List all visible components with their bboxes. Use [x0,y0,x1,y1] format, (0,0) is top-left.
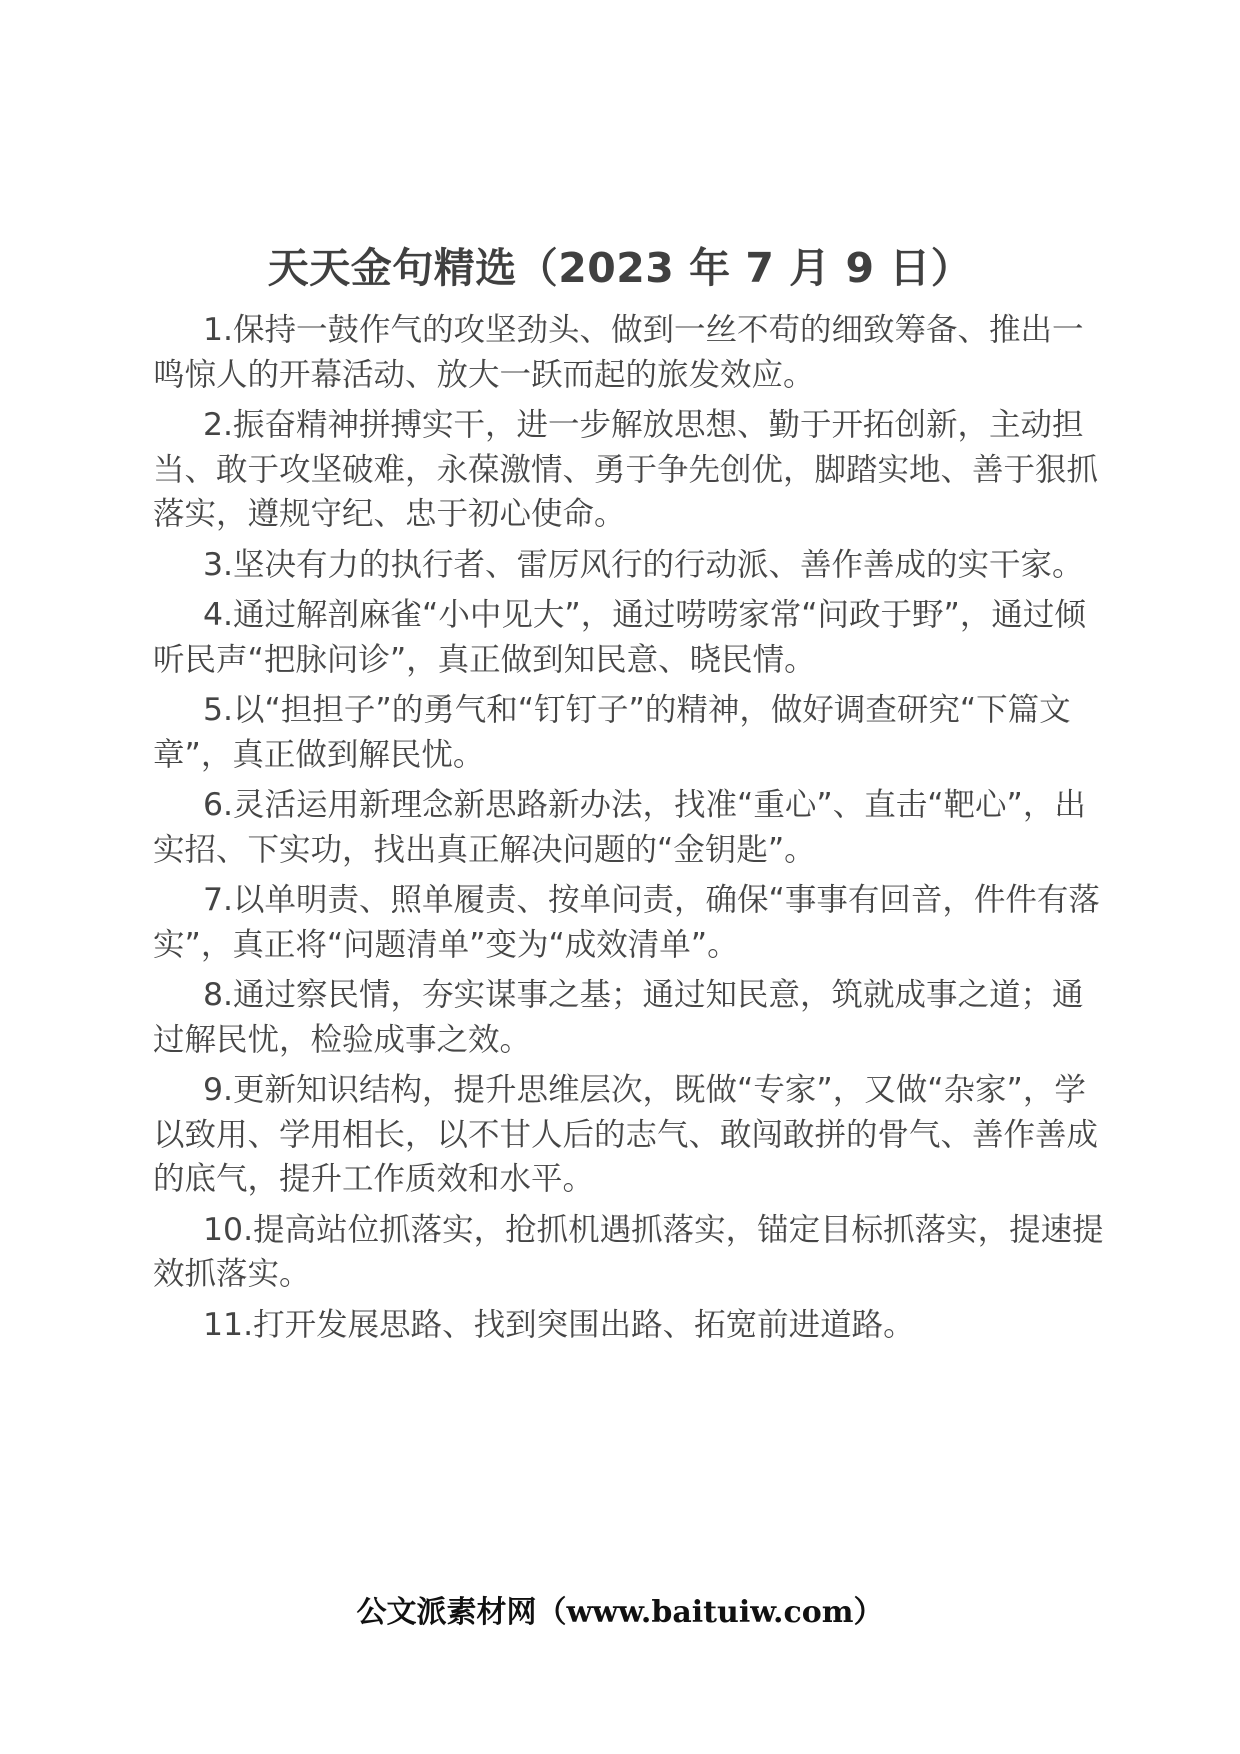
paragraph-3: 3.坚决有力的执行者、雷厉风行的行动派、善作善成的实干家。 [203,546,1084,583]
paragraph-list [153,308,1111,1353]
paragraph-8: 8.通过察民情，夯实谋事之基；通过知民意，筑就成事之道；通过解民忧，检验成事之效。 [153,977,1084,1058]
paragraph-7: 7.以单明责、照单履责、按单问责，确保“事事有回音，件件有落实”，真正将“问题清单”变为“成效清单”。 [153,882,1100,963]
paragraph-5: 5.以“担担子”的勇气和“钉钉子”的精神，做好调查研究“下篇文章”，真正做到解民忧。 [153,692,1071,773]
paragraph-10: 10.提高站位抓落实，抢抓机遇抓落实，锚定目标抓落实，提速提效抓落实。 [153,1211,1104,1292]
paragraph-1: 1.保持一鼓作气的攻坚劲头、做到一丝不苟的细致筹备、推出一鸣惊人的开幕活动、放大一跃而起的旅发效应。 [153,312,1084,393]
footer-source: 公文派素材网（www.baituiw.com） [356,1595,884,1630]
paragraph-11: 11.打开发展思路、找到突围出路、拓宽前进道路。 [203,1306,915,1343]
paragraph-9: 9.更新知识结构，提升思维层次，既做“专家”，又做“杂家”，学以致用、学用相长，以不甘人后的志气、敢闯敢拼的骨气、善作善成的底气，提升工作质效和水平。 [153,1072,1099,1197]
paragraph-2: 2.振奋精神拼搏实干，进一步解放思想、勤于开拓创新，主动担当、敢于攻坚破难，永葆激情、勇于争先创优，脚踏实地、善于狠抓落实，遵规守纪、忠于初心使命。 [153,407,1099,532]
paragraph-4: 4.通过解剖麻雀“小中见大”，通过唠唠家常“问政于野”，通过倾听民声“把脉问诊”，真正做到知民意、晓民情。 [153,597,1086,678]
page-title: 天天金句精选（2023 年 7 月 9 日） [267,244,973,292]
paragraph-6: 6.灵活运用新理念新思路新办法，找准“重心”、直击“靶心”，出实招、下实功，找出真正解决问题的“金钥匙”。 [153,787,1086,868]
